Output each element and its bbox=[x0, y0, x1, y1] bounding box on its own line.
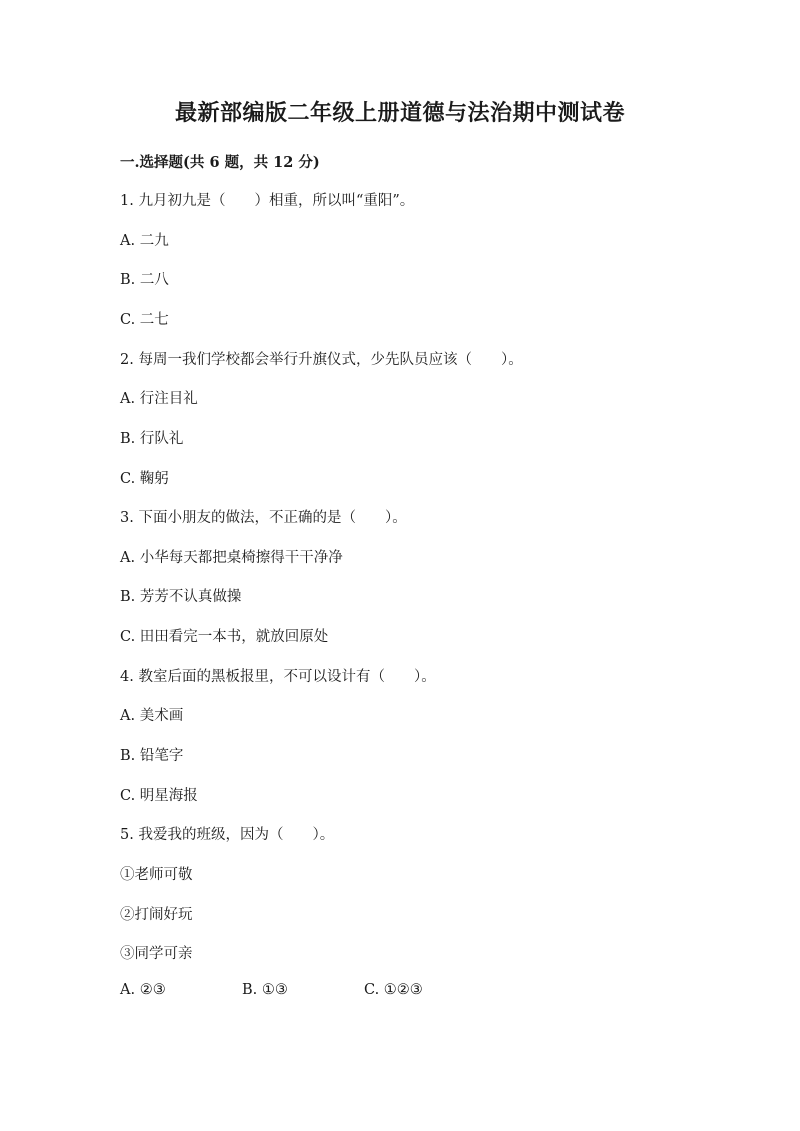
question-3-stem: 3. 下面小朋友的做法，不正确的是（ ）。 bbox=[120, 510, 407, 526]
question-2-option-c: C. 鞠躬 bbox=[120, 471, 169, 487]
question-3-option-c: C. 田田看完一本书，就放回原处 bbox=[120, 629, 329, 645]
page-title: 最新部编版二年级上册道德与法治期中测试卷 bbox=[174, 100, 625, 126]
question-5-item-1: ①老师可敬 bbox=[120, 867, 193, 883]
question-3-option-b: B. 芳芳不认真做操 bbox=[120, 589, 242, 605]
question-2-stem: 2. 每周一我们学校都会举行升旗仪式，少先队员应该（ ）。 bbox=[120, 352, 523, 368]
question-2-option-a: A. 行注目礼 bbox=[120, 391, 198, 407]
question-1-option-b: B. 二八 bbox=[120, 272, 169, 288]
question-1-option-c: C. 二七 bbox=[120, 312, 169, 328]
question-4-option-b: B. 铅笔字 bbox=[120, 748, 184, 764]
question-1-option-a: A. 二九 bbox=[120, 233, 169, 249]
question-4-stem: 4. 教室后面的黑板报里，不可以设计有（ ）。 bbox=[120, 669, 436, 685]
question-5-option-b: B. ①③ bbox=[242, 982, 288, 998]
question-5-stem: 5. 我爱我的班级，因为（ ）。 bbox=[120, 827, 335, 843]
question-5-item-3: ③同学可亲 bbox=[120, 946, 193, 962]
question-5-options-row bbox=[120, 982, 520, 1004]
question-4-option-c: C. 明星海报 bbox=[120, 788, 198, 804]
question-4-option-a: A. 美术画 bbox=[120, 708, 184, 724]
question-5-option-a: A. ②③ bbox=[120, 982, 166, 998]
question-3-option-a: A. 小华每天都把桌椅擦得干干净净 bbox=[120, 550, 343, 566]
question-2-option-b: B. 行队礼 bbox=[120, 431, 184, 447]
question-1-stem: 1. 九月初九是（ ）相重，所以叫“重阳”。 bbox=[120, 193, 415, 209]
question-5-item-2: ②打闹好玩 bbox=[120, 907, 193, 923]
section-heading: 一.选择题(共 6 题，共 12 分) bbox=[120, 154, 320, 171]
question-5-option-c: C. ①②③ bbox=[364, 982, 423, 998]
